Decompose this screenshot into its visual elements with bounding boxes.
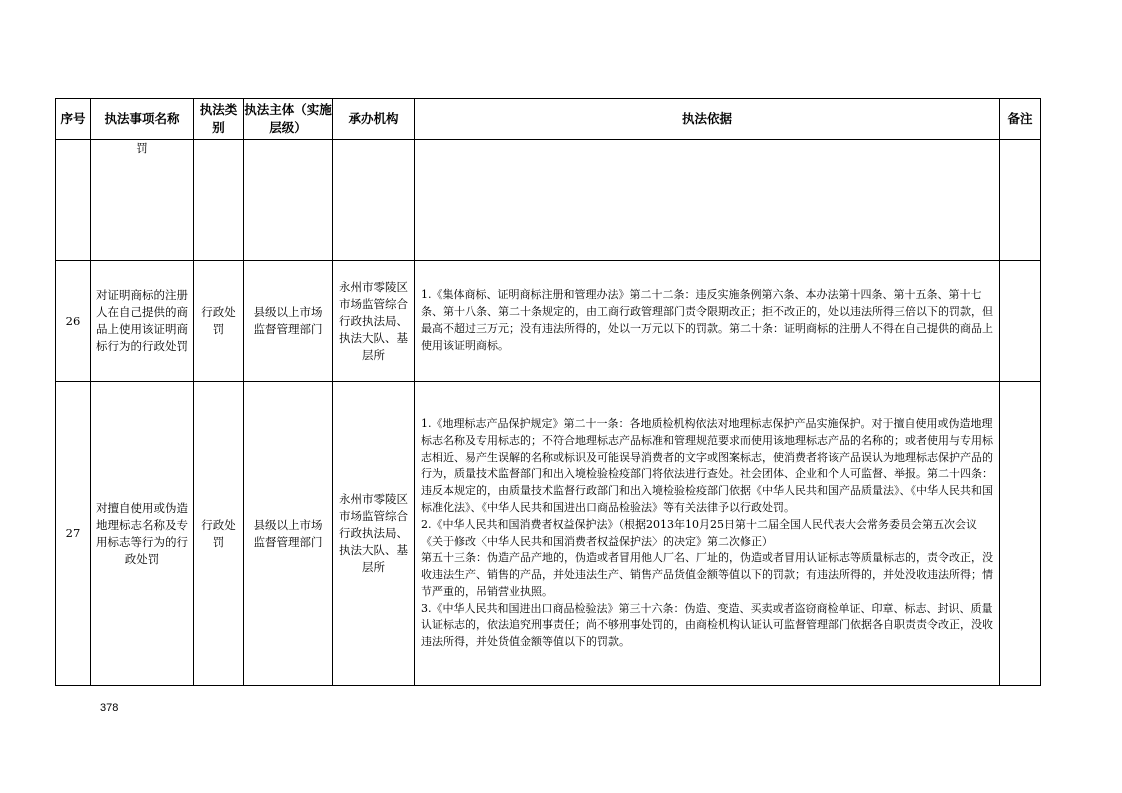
agency-text: 永州市零陵区市场监管综合行政执法局、执法大队、基层所 <box>339 279 408 362</box>
name-text: 对证明商标的注册人在自己提供的商品上使用该证明商标行为的行政处罚 <box>96 288 188 353</box>
cell-remark <box>1000 140 1041 261</box>
cell-category <box>194 382 244 686</box>
cell-category <box>194 261 244 382</box>
header-remark: 备注 <box>1000 99 1041 140</box>
cell-subject <box>244 261 333 382</box>
name-text: 对擅自使用或伪造地理标志名称及专用标志等行为的行政处罚 <box>96 500 188 566</box>
cell-name <box>91 261 194 382</box>
header-agency: 承办机构 <box>333 99 415 140</box>
cell-name <box>91 140 194 261</box>
cell-remark <box>1000 382 1041 686</box>
cell-agency <box>333 261 415 382</box>
table-row <box>56 261 1041 382</box>
cell-remark <box>1000 261 1041 382</box>
header-no: 序号 <box>56 99 91 140</box>
continuation-row <box>56 140 1041 261</box>
basis-paragraph: 1.《地理标志产品保护规定》第二十一条：各地质检机构依法对地理标志保护产品实施保护。对于擅自使用或伪造地理标志名称及专用标志的；不符合地理标志产品标准和管理规范要求而使用该地理标志产品的名称的；或者使用与专用标志相近、易产生误解的名称或标识及可能误导消费者的文字或图案标志，使消费者将该产品误认为地理标志保护产品的行为，质量技术监督部门和出入境检验检疫部门将依法进行查处。社会团体、企业和个人可监督、举报。第二十四条：违反本规定的，由质量技术监督行政部门和出入境检验检疫部门依据《中华人民共和国产品质量法》、《中华人民共和国标准化法》、《中华人民共和国进出口商品检验法》等有关法律予以行政处罚。 <box>421 416 993 514</box>
header-subject: 执法主体（实施层级） <box>244 99 333 140</box>
cell-basis <box>415 261 1000 382</box>
cell-no: 27 <box>56 382 91 686</box>
basis-paragraph: 1.《集体商标、证明商标注册和管理办法》第二十二条：违反实施条例第六条、本办法第十四条、第十五条、第十七条、第十八条、第二十条规定的，由工商行政管理部门责令限期改正；拒不改正的，处以违法所得三倍以下的罚款，但最高不超过三万元；没有违法所得的，处以一万元以下的罚款。第二十条：证明商标的注册人不得在自己提供的商品上使用该证明商标。 <box>421 288 993 352</box>
enforcement-table <box>55 98 1041 686</box>
header-category: 执法类别 <box>194 99 244 140</box>
category-text: 行政处罚 <box>201 305 236 336</box>
name-tail-text: 罚 <box>136 141 148 155</box>
cell-basis <box>415 140 1000 261</box>
basis-paragraph: 3.《中华人民共和国进出口商品检验法》第三十六条：伪造、变造、买卖或者盗窃商检单证、印章、标志、封识、质量认证标志的，依法追究刑事责任；尚不够刑事处罚的，由商检机构认证认可监督管理部门依据各自职责责令改正，没收违法所得，并处货值金额等值以下的罚款。 <box>421 601 993 649</box>
cell-subject <box>244 382 333 686</box>
subject-text: 县级以上市场监督管理部门 <box>253 517 323 549</box>
cell-category <box>194 140 244 261</box>
basis-paragraph: 第五十三条：伪造产品产地的，伪造或者冒用他人厂名、厂址的，伪造或者冒用认证标志等质量标志的，责令改正，没收违法生产、销售的产品，并处违法生产、销售产品货值金额等值以下的罚款；有违法所得的，并处没收违法所得；情节严重的，吊销营业执照。 <box>421 551 993 598</box>
cell-subject <box>244 140 333 261</box>
agency-text: 永州市零陵区市场监管综合行政执法局、执法大队、基层所 <box>339 492 408 574</box>
cell-no <box>56 140 91 261</box>
cell-agency <box>333 382 415 686</box>
cell-basis <box>415 382 1000 686</box>
header-name: 执法事项名称 <box>91 99 194 140</box>
cell-no: 26 <box>56 261 91 382</box>
cell-agency <box>333 140 415 261</box>
header-basis: 执法依据 <box>415 99 1000 140</box>
table-row <box>56 382 1041 686</box>
cell-name <box>91 382 194 686</box>
basis-paragraph: 2.《中华人民共和国消费者权益保护法》（根据2013年10月25日第十二届全国人民代表大会常务委员会第五次会议《关于修改〈中华人民共和国消费者权益保护法〉的决定》第二次修正） <box>421 517 977 548</box>
page-number: 378 <box>100 702 119 714</box>
header-row <box>56 99 1041 140</box>
subject-text: 县级以上市场监督管理部门 <box>253 305 323 336</box>
category-text: 行政处罚 <box>201 517 236 549</box>
